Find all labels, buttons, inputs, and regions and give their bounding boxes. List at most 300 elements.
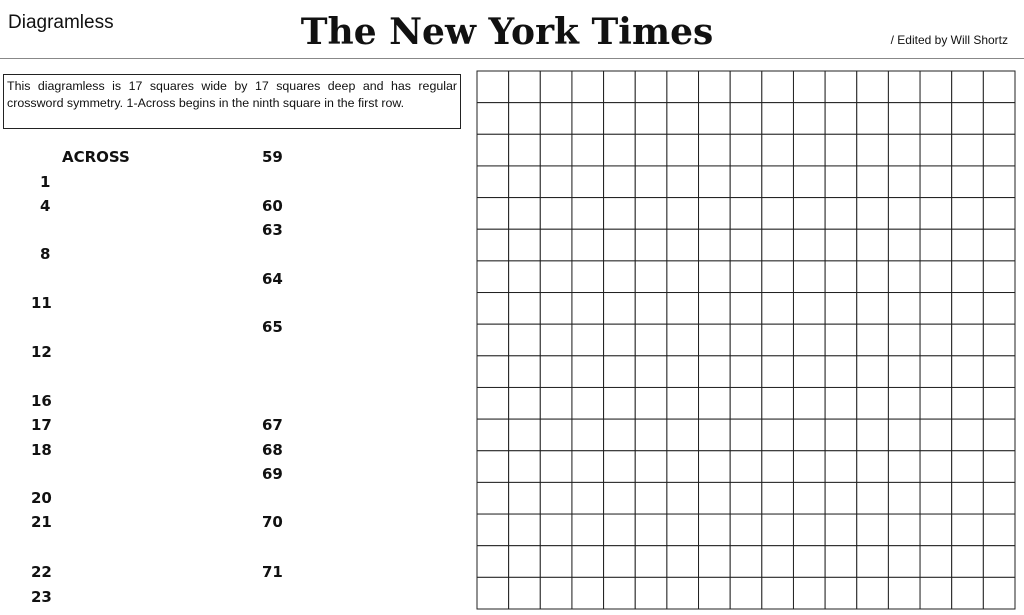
- grid-cell[interactable]: [667, 482, 699, 514]
- grid-cell[interactable]: [540, 71, 572, 103]
- clue-number: 12: [31, 343, 52, 361]
- grid-cell[interactable]: [920, 261, 952, 293]
- clue-number: 68: [262, 441, 283, 459]
- grid-cell[interactable]: [952, 387, 984, 419]
- grid-cell[interactable]: [793, 103, 825, 135]
- grid-cell[interactable]: [762, 387, 794, 419]
- grid-cell[interactable]: [888, 546, 920, 578]
- grid-cell[interactable]: [793, 356, 825, 388]
- grid-cell[interactable]: [699, 229, 731, 261]
- grid-cell[interactable]: [604, 229, 636, 261]
- grid-cell[interactable]: [825, 71, 857, 103]
- grid-cell[interactable]: [983, 261, 1015, 293]
- grid-canvas[interactable]: [476, 70, 1016, 610]
- grid-cell[interactable]: [699, 324, 731, 356]
- grid-cell[interactable]: [540, 324, 572, 356]
- grid-cell[interactable]: [635, 261, 667, 293]
- grid-cell[interactable]: [888, 71, 920, 103]
- grid-cell[interactable]: [888, 229, 920, 261]
- grid-cell[interactable]: [572, 482, 604, 514]
- grid-cell[interactable]: [983, 166, 1015, 198]
- grid-cell[interactable]: [699, 419, 731, 451]
- grid-cell[interactable]: [952, 356, 984, 388]
- grid-cell[interactable]: [952, 71, 984, 103]
- grid-cell[interactable]: [888, 198, 920, 230]
- grid-cell[interactable]: [793, 261, 825, 293]
- grid-cell[interactable]: [635, 293, 667, 325]
- grid-cell[interactable]: [477, 482, 509, 514]
- grid-cell[interactable]: [699, 356, 731, 388]
- grid-cell[interactable]: [857, 229, 889, 261]
- grid-cell[interactable]: [920, 134, 952, 166]
- grid-cell[interactable]: [857, 103, 889, 135]
- grid-cell[interactable]: [888, 293, 920, 325]
- grid-cell[interactable]: [888, 356, 920, 388]
- grid-cell[interactable]: [572, 387, 604, 419]
- grid-cell[interactable]: [635, 482, 667, 514]
- grid-cell[interactable]: [793, 546, 825, 578]
- grid-cell[interactable]: [793, 324, 825, 356]
- grid-cell[interactable]: [730, 229, 762, 261]
- grid-cell[interactable]: [952, 198, 984, 230]
- grid-cell[interactable]: [699, 134, 731, 166]
- grid-cell[interactable]: [509, 293, 541, 325]
- grid-cell[interactable]: [983, 293, 1015, 325]
- grid-cell[interactable]: [825, 229, 857, 261]
- grid-cell[interactable]: [667, 577, 699, 609]
- grid-cell[interactable]: [604, 324, 636, 356]
- grid-cell[interactable]: [509, 71, 541, 103]
- clue-number: 65: [262, 318, 283, 336]
- grid-cell[interactable]: [793, 198, 825, 230]
- grid-cell[interactable]: [572, 577, 604, 609]
- grid-cell[interactable]: [762, 166, 794, 198]
- grid-cell[interactable]: [572, 451, 604, 483]
- grid-cell[interactable]: [730, 324, 762, 356]
- grid-cell[interactable]: [920, 229, 952, 261]
- grid-cell[interactable]: [699, 166, 731, 198]
- grid-cell[interactable]: [604, 577, 636, 609]
- grid-cell[interactable]: [952, 166, 984, 198]
- clue-number: 59: [262, 148, 283, 166]
- grid-cell[interactable]: [477, 451, 509, 483]
- grid-cell[interactable]: [920, 324, 952, 356]
- grid-cell[interactable]: [952, 577, 984, 609]
- grid-cell[interactable]: [730, 482, 762, 514]
- grid-cell[interactable]: [983, 324, 1015, 356]
- grid-cell[interactable]: [572, 134, 604, 166]
- grid-cell[interactable]: [572, 293, 604, 325]
- grid-cell[interactable]: [604, 198, 636, 230]
- grid-cell[interactable]: [604, 134, 636, 166]
- grid-cell[interactable]: [477, 198, 509, 230]
- grid-cell[interactable]: [983, 71, 1015, 103]
- grid-cell[interactable]: [477, 387, 509, 419]
- grid-cell[interactable]: [888, 134, 920, 166]
- grid-cell[interactable]: [920, 482, 952, 514]
- grid-cell[interactable]: [730, 356, 762, 388]
- grid-cell[interactable]: [825, 577, 857, 609]
- grid-cell[interactable]: [762, 324, 794, 356]
- grid-cell[interactable]: [699, 103, 731, 135]
- grid-cell[interactable]: [667, 546, 699, 578]
- grid-cell[interactable]: [635, 356, 667, 388]
- grid-cell[interactable]: [604, 103, 636, 135]
- grid-cell[interactable]: [793, 166, 825, 198]
- grid-cell[interactable]: [793, 419, 825, 451]
- grid-cell[interactable]: [604, 514, 636, 546]
- grid-cell[interactable]: [509, 229, 541, 261]
- grid-cell[interactable]: [920, 293, 952, 325]
- grid-cell[interactable]: [540, 577, 572, 609]
- grid-cell[interactable]: [667, 293, 699, 325]
- grid-cell[interactable]: [509, 514, 541, 546]
- grid-cell[interactable]: [635, 166, 667, 198]
- crossword-grid[interactable]: [476, 70, 1016, 610]
- grid-cell[interactable]: [983, 546, 1015, 578]
- grid-cell[interactable]: [857, 134, 889, 166]
- grid-cell[interactable]: [730, 514, 762, 546]
- grid-cell[interactable]: [509, 577, 541, 609]
- grid-cell[interactable]: [793, 451, 825, 483]
- grid-cell[interactable]: [477, 419, 509, 451]
- grid-cell[interactable]: [667, 451, 699, 483]
- grid-cell[interactable]: [572, 356, 604, 388]
- grid-cell[interactable]: [635, 134, 667, 166]
- grid-cell[interactable]: [983, 482, 1015, 514]
- grid-cell[interactable]: [857, 387, 889, 419]
- grid-cell[interactable]: [477, 134, 509, 166]
- grid-cell[interactable]: [762, 577, 794, 609]
- grid-cell[interactable]: [983, 134, 1015, 166]
- grid-cell[interactable]: [793, 514, 825, 546]
- grid-cell[interactable]: [983, 577, 1015, 609]
- grid-cell[interactable]: [857, 577, 889, 609]
- grid-cell[interactable]: [572, 103, 604, 135]
- grid-cell[interactable]: [477, 514, 509, 546]
- grid-cell[interactable]: [762, 229, 794, 261]
- grid-cell[interactable]: [730, 293, 762, 325]
- grid-cell[interactable]: [920, 71, 952, 103]
- grid-cell[interactable]: [857, 293, 889, 325]
- grid-cell[interactable]: [730, 387, 762, 419]
- grid-cell[interactable]: [604, 482, 636, 514]
- grid-cell[interactable]: [888, 324, 920, 356]
- grid-cell[interactable]: [604, 451, 636, 483]
- grid-cell[interactable]: [762, 514, 794, 546]
- grid-cell[interactable]: [509, 451, 541, 483]
- grid-cell[interactable]: [888, 451, 920, 483]
- grid-cell[interactable]: [762, 71, 794, 103]
- grid-cell[interactable]: [888, 419, 920, 451]
- grid-cell[interactable]: [540, 166, 572, 198]
- grid-cell[interactable]: [825, 451, 857, 483]
- grid-cell[interactable]: [699, 387, 731, 419]
- grid-cell[interactable]: [572, 546, 604, 578]
- grid-cell[interactable]: [825, 166, 857, 198]
- grid-cell[interactable]: [667, 387, 699, 419]
- grid-cell[interactable]: [667, 356, 699, 388]
- grid-cell[interactable]: [793, 134, 825, 166]
- grid-cell[interactable]: [762, 356, 794, 388]
- grid-cell[interactable]: [635, 419, 667, 451]
- grid-cell[interactable]: [983, 198, 1015, 230]
- grid-cell[interactable]: [604, 356, 636, 388]
- grid-cell[interactable]: [857, 419, 889, 451]
- grid-cell[interactable]: [825, 324, 857, 356]
- grid-cell[interactable]: [509, 324, 541, 356]
- grid-cell[interactable]: [888, 577, 920, 609]
- grid-cell[interactable]: [857, 451, 889, 483]
- grid-cell[interactable]: [509, 261, 541, 293]
- grid-cell[interactable]: [983, 387, 1015, 419]
- grid-cell[interactable]: [952, 261, 984, 293]
- grid-cell[interactable]: [888, 261, 920, 293]
- grid-cell[interactable]: [477, 324, 509, 356]
- grid-cell[interactable]: [604, 293, 636, 325]
- grid-cell[interactable]: [983, 514, 1015, 546]
- grid-cell[interactable]: [825, 198, 857, 230]
- grid-cell[interactable]: [983, 103, 1015, 135]
- grid-cell[interactable]: [920, 387, 952, 419]
- grid-cell[interactable]: [604, 166, 636, 198]
- grid-cell[interactable]: [604, 419, 636, 451]
- grid-cell[interactable]: [540, 387, 572, 419]
- grid-cell[interactable]: [667, 324, 699, 356]
- grid-cell[interactable]: [888, 482, 920, 514]
- grid-cell[interactable]: [762, 103, 794, 135]
- grid-cell[interactable]: [667, 71, 699, 103]
- grid-cell[interactable]: [509, 419, 541, 451]
- grid-cell[interactable]: [888, 103, 920, 135]
- grid-cell[interactable]: [572, 419, 604, 451]
- grid-cell[interactable]: [604, 546, 636, 578]
- grid-cell[interactable]: [825, 546, 857, 578]
- grid-cell[interactable]: [762, 419, 794, 451]
- grid-cell[interactable]: [509, 166, 541, 198]
- grid-cell[interactable]: [825, 356, 857, 388]
- grid-cell[interactable]: [793, 293, 825, 325]
- grid-cell[interactable]: [572, 324, 604, 356]
- grid-cell[interactable]: [730, 71, 762, 103]
- grid-cell[interactable]: [699, 71, 731, 103]
- grid-cell[interactable]: [793, 482, 825, 514]
- grid-cell[interactable]: [920, 103, 952, 135]
- header-divider: [0, 58, 1024, 59]
- grid-cell[interactable]: [857, 482, 889, 514]
- grid-cell[interactable]: [540, 229, 572, 261]
- grid-cell[interactable]: [730, 419, 762, 451]
- grid-cell[interactable]: [983, 356, 1015, 388]
- grid-cell[interactable]: [730, 546, 762, 578]
- grid-cell[interactable]: [825, 293, 857, 325]
- grid-cell[interactable]: [604, 71, 636, 103]
- grid-cell[interactable]: [699, 451, 731, 483]
- grid-cell[interactable]: [667, 261, 699, 293]
- grid-cell[interactable]: [635, 324, 667, 356]
- grid-cell[interactable]: [857, 261, 889, 293]
- grid-cell[interactable]: [793, 577, 825, 609]
- grid-cell[interactable]: [888, 166, 920, 198]
- grid-cell[interactable]: [509, 198, 541, 230]
- grid-cell[interactable]: [793, 229, 825, 261]
- grid-cell[interactable]: [667, 229, 699, 261]
- grid-cell[interactable]: [572, 198, 604, 230]
- grid-cell[interactable]: [509, 103, 541, 135]
- grid-cell[interactable]: [920, 166, 952, 198]
- grid-cell[interactable]: [730, 451, 762, 483]
- grid-cell[interactable]: [952, 546, 984, 578]
- grid-cell[interactable]: [604, 387, 636, 419]
- grid-cell[interactable]: [920, 198, 952, 230]
- grid-cell[interactable]: [540, 261, 572, 293]
- grid-cell[interactable]: [635, 514, 667, 546]
- grid-cell[interactable]: [572, 229, 604, 261]
- clue-number: 16: [31, 392, 52, 410]
- grid-cell[interactable]: [825, 514, 857, 546]
- grid-cell[interactable]: [509, 546, 541, 578]
- grid-cell[interactable]: [857, 198, 889, 230]
- grid-cell[interactable]: [699, 546, 731, 578]
- grid-cell[interactable]: [635, 577, 667, 609]
- grid-cell[interactable]: [635, 71, 667, 103]
- clue-number: 4: [40, 197, 51, 215]
- grid-cell[interactable]: [920, 451, 952, 483]
- grid-cell[interactable]: [572, 71, 604, 103]
- grid-cell[interactable]: [762, 134, 794, 166]
- grid-cell[interactable]: [604, 261, 636, 293]
- grid-cell[interactable]: [540, 293, 572, 325]
- clue-number: 60: [262, 197, 283, 215]
- grid-cell[interactable]: [667, 103, 699, 135]
- grid-cell[interactable]: [667, 134, 699, 166]
- grid-cell[interactable]: [699, 293, 731, 325]
- grid-cell[interactable]: [635, 387, 667, 419]
- grid-cell[interactable]: [635, 546, 667, 578]
- grid-cell[interactable]: [888, 514, 920, 546]
- grid-cell[interactable]: [540, 103, 572, 135]
- grid-cell[interactable]: [699, 482, 731, 514]
- grid-cell[interactable]: [825, 419, 857, 451]
- grid-cell[interactable]: [952, 324, 984, 356]
- grid-cell[interactable]: [730, 166, 762, 198]
- grid-cell[interactable]: [572, 261, 604, 293]
- grid-cell[interactable]: [920, 356, 952, 388]
- grid-cell[interactable]: [540, 356, 572, 388]
- grid-cell[interactable]: [825, 103, 857, 135]
- grid-cell[interactable]: [635, 198, 667, 230]
- grid-cell[interactable]: [477, 103, 509, 135]
- grid-cell[interactable]: [762, 482, 794, 514]
- grid-cell[interactable]: [920, 514, 952, 546]
- grid-cell[interactable]: [857, 166, 889, 198]
- grid-cell[interactable]: [635, 229, 667, 261]
- grid-cell[interactable]: [509, 387, 541, 419]
- grid-cell[interactable]: [572, 514, 604, 546]
- grid-cell[interactable]: [730, 261, 762, 293]
- grid-cell[interactable]: [477, 261, 509, 293]
- grid-cell[interactable]: [509, 482, 541, 514]
- grid-cell[interactable]: [477, 166, 509, 198]
- grid-cell[interactable]: [477, 546, 509, 578]
- grid-cell[interactable]: [730, 198, 762, 230]
- clue-number: 69: [262, 465, 283, 483]
- grid-cell[interactable]: [699, 198, 731, 230]
- grid-cell[interactable]: [477, 71, 509, 103]
- grid-cell[interactable]: [540, 482, 572, 514]
- grid-cell[interactable]: [667, 419, 699, 451]
- grid-cell[interactable]: [793, 387, 825, 419]
- grid-cell[interactable]: [540, 451, 572, 483]
- grid-cell[interactable]: [762, 451, 794, 483]
- grid-cell[interactable]: [952, 419, 984, 451]
- grid-cell[interactable]: [477, 356, 509, 388]
- grid-cell[interactable]: [635, 451, 667, 483]
- grid-cell[interactable]: [920, 419, 952, 451]
- grid-cell[interactable]: [952, 103, 984, 135]
- grid-cell[interactable]: [952, 293, 984, 325]
- grid-cell[interactable]: [667, 198, 699, 230]
- grid-cell[interactable]: [477, 577, 509, 609]
- grid-cell[interactable]: [540, 198, 572, 230]
- grid-cell[interactable]: [699, 577, 731, 609]
- grid-cell[interactable]: [952, 134, 984, 166]
- grid-cell[interactable]: [857, 514, 889, 546]
- grid-cell[interactable]: [730, 103, 762, 135]
- grid-cell[interactable]: [983, 419, 1015, 451]
- grid-cell[interactable]: [793, 71, 825, 103]
- grid-cell[interactable]: [667, 514, 699, 546]
- grid-cell[interactable]: [477, 229, 509, 261]
- grid-cell[interactable]: [952, 482, 984, 514]
- grid-cell[interactable]: [857, 71, 889, 103]
- grid-cell[interactable]: [857, 546, 889, 578]
- grid-cell[interactable]: [509, 134, 541, 166]
- grid-cell[interactable]: [699, 514, 731, 546]
- grid-cell[interactable]: [730, 134, 762, 166]
- grid-cell[interactable]: [540, 419, 572, 451]
- grid-cell[interactable]: [730, 577, 762, 609]
- grid-cell[interactable]: [762, 546, 794, 578]
- grid-cell[interactable]: [509, 356, 541, 388]
- grid-cell[interactable]: [540, 134, 572, 166]
- grid-cell[interactable]: [667, 166, 699, 198]
- grid-cell[interactable]: [857, 356, 889, 388]
- grid-cell[interactable]: [952, 514, 984, 546]
- grid-cell[interactable]: [825, 482, 857, 514]
- grid-cell[interactable]: [983, 229, 1015, 261]
- grid-cell[interactable]: [825, 134, 857, 166]
- grid-cell[interactable]: [952, 229, 984, 261]
- grid-cell[interactable]: [540, 546, 572, 578]
- grid-cell[interactable]: [572, 166, 604, 198]
- grid-cell[interactable]: [952, 451, 984, 483]
- grid-cell[interactable]: [477, 293, 509, 325]
- grid-cell[interactable]: [920, 546, 952, 578]
- grid-cell[interactable]: [762, 198, 794, 230]
- grid-cell[interactable]: [825, 261, 857, 293]
- grid-cell[interactable]: [920, 577, 952, 609]
- grid-cell[interactable]: [888, 387, 920, 419]
- grid-cell[interactable]: [635, 103, 667, 135]
- grid-cell[interactable]: [762, 261, 794, 293]
- grid-cell[interactable]: [699, 261, 731, 293]
- grid-cell[interactable]: [762, 293, 794, 325]
- grid-cell[interactable]: [857, 324, 889, 356]
- grid-cell[interactable]: [825, 387, 857, 419]
- grid-cell[interactable]: [540, 514, 572, 546]
- grid-cell[interactable]: [983, 451, 1015, 483]
